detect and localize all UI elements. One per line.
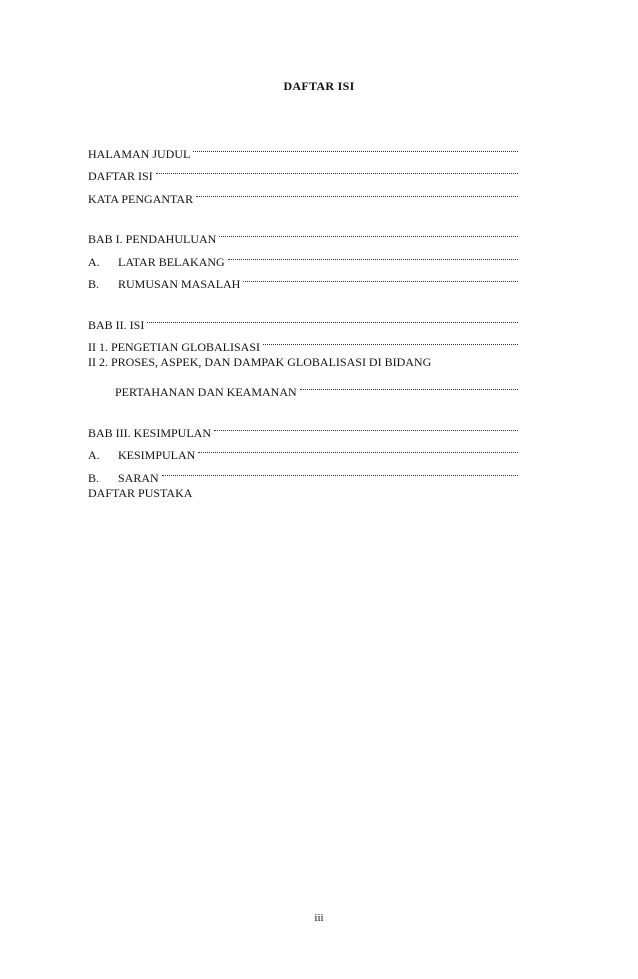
toc-entry-marker: A. [88,254,100,269]
toc-entry-halaman-judul [88,135,518,161]
toc-entry-label: HALAMAN JUDUL [88,146,191,161]
toc-entry-label: RUMUSAN MASALAH [118,277,241,291]
toc-entry-label: II 1. PENGETIAN GLOBALISASI [88,340,260,354]
toc-entry-label: KATA PENGANTAR [88,191,194,206]
toc-entry-pengetian-globalisasi [88,329,518,352]
dot-leader [228,243,518,266]
toc-entry-marker: B. [88,277,100,291]
dot-leader [147,306,518,329]
dot-leader [214,414,518,437]
toc-entry-marker: B. [88,470,100,485]
dot-leader [193,135,518,158]
toc-entry-bab-2 [88,306,518,332]
dot-leader [243,266,518,289]
toc-entry-label: SARAN [118,470,159,485]
toc-entry-bab-3 [88,414,518,440]
dot-leader [156,158,518,181]
toc-entry-label: DAFTAR PUSTAKA [88,485,193,500]
toc-entry-label: II 2. PROSES, ASPEK, DAN DAMPAK GLOBALISASI DI BIDANG [88,355,432,369]
table-of-contents [88,135,518,504]
toc-entry-marker: A. [88,448,100,462]
document-title: DAFTAR ISI [283,79,355,93]
toc-entry-label: LATAR BELAKANG [118,254,225,269]
toc-entry-label: KESIMPULAN [118,448,196,462]
toc-entry-label: PERTAHANAN DAN KEAMANAN [115,385,297,399]
dot-leader [196,180,518,203]
toc-entry-label: DAFTAR ISI [88,169,153,183]
toc-entry-pertahanan-keamanan [88,374,518,397]
toc-chapter-heading: BAB III. KESIMPULAN [88,425,211,440]
toc-chapter-heading: BAB I. PENDAHULUAN [88,232,217,246]
dot-leader [300,374,518,397]
dot-leader [162,459,518,482]
toc-entry-bab-1 [88,221,518,244]
toc-chapter-heading: BAB II. ISI [88,317,145,332]
toc-entry-daftar-pustaka [88,482,518,505]
dot-leader [198,437,518,460]
dot-leader [263,329,518,352]
dot-leader [219,221,518,244]
toc-entry-proses-aspek-dampak [88,351,518,374]
page-number: iii [314,912,324,924]
